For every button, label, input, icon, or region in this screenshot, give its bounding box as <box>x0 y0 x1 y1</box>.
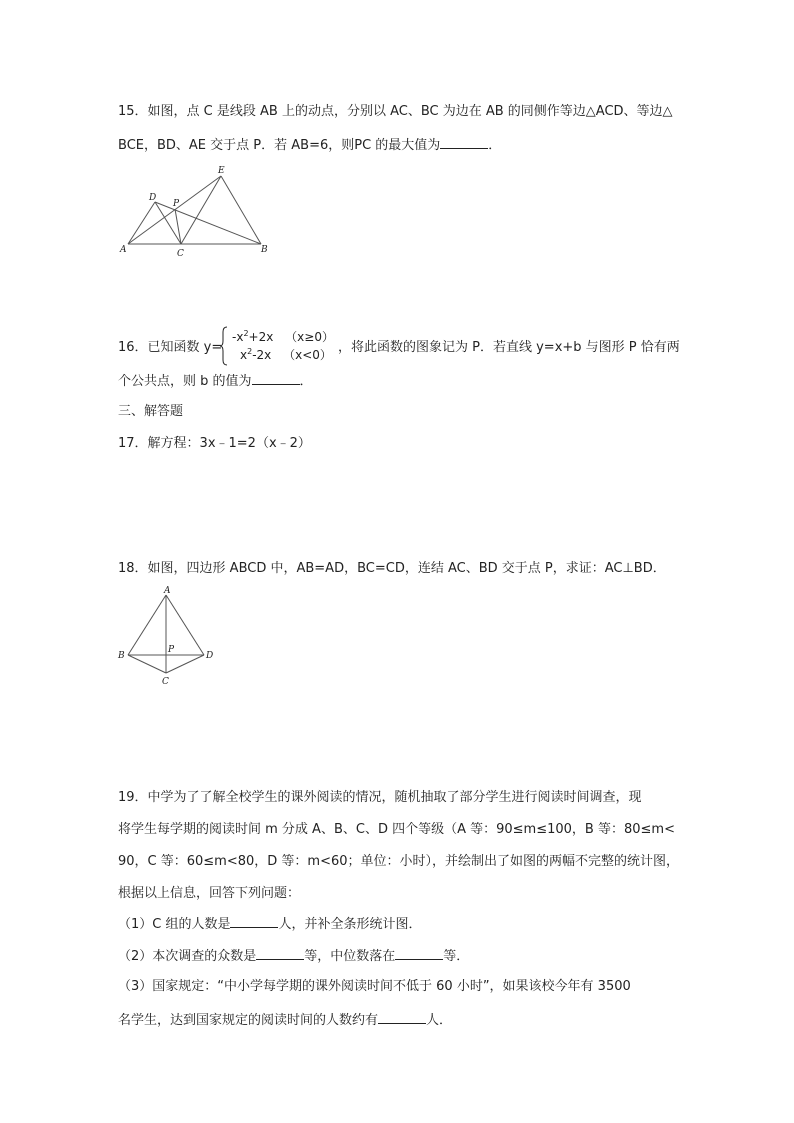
q19-sub2-b: 等，中位数落在 <box>304 949 396 964</box>
q18-label-a: A <box>164 586 171 596</box>
q16-case2-rest: -2x <box>252 348 272 362</box>
q16-case1-cond: （x≥0） <box>285 330 334 344</box>
q15-line2 <box>118 134 501 156</box>
q19-sub3-line1: （3）国家规定：“中小学每学期的课外阅读时间不低于 60 小时”，如果该校今年有 3500 <box>118 979 631 994</box>
q19-sub2-c: 等． <box>443 949 470 964</box>
q18-label-p: P <box>168 645 175 655</box>
q16-case2-exp: 2 <box>247 347 253 356</box>
q15-answer-blank <box>440 134 488 149</box>
q16-answer-blank <box>252 370 300 385</box>
q16-brace <box>219 326 229 366</box>
q18-label-d: D <box>206 651 214 661</box>
q19-sub2-blank2 <box>395 945 443 960</box>
q19-line3: 90，C 等：60≤m<80，D 等：m<60；单位：小时），并绘制出了如图的两幅不完整的统计图， <box>118 854 680 869</box>
q16-case1-exp: 2 <box>243 329 249 338</box>
q16-pre: 16．已知函数 y= <box>118 340 223 355</box>
q18-text: 18．如图，四边形 ABCD 中，AB=AD，BC=CD，连结 AC、BD 交于点 P，求证：AC⊥BD． <box>118 561 666 576</box>
q19-sub1-a: （1）C 组的人数是 <box>118 917 231 932</box>
q16-case1-rest: +2x <box>248 330 274 344</box>
q15-line2-end: ． <box>488 138 502 153</box>
q15-label-a: A <box>120 245 127 255</box>
q19-sub2-a: （2）本次调查的众数是 <box>118 949 257 964</box>
q15-label-e: E <box>218 166 225 176</box>
q16-line2-end: ． <box>299 374 313 389</box>
q19-sub2 <box>118 945 469 967</box>
q16-case1-expr: -x <box>232 330 244 344</box>
q15-label-p: P <box>173 199 180 209</box>
q16-case2 <box>240 348 332 362</box>
q19-line4: 根据以上信息，回答下列问题： <box>118 886 301 901</box>
q15-line2-text: BCE，BD、AE 交于点 P．若 AB=6，则PC 的最大值为 <box>118 138 441 153</box>
q19-line2: 将学生每学期的阅读时间 m 分成 A、B、C、D 四个等级（A 等：90≤m≤100，B 等：80≤m< <box>118 822 675 837</box>
q16-case1 <box>232 330 334 344</box>
q16-line2-text: 个公共点，则 b 的值为 <box>118 374 252 389</box>
q15-label-c: C <box>177 249 184 258</box>
q16-post: ，将此函数的图象记为 P．若直线 y=x+b 与图形 P 恰有两 <box>338 340 680 355</box>
q19-sub2-blank1 <box>256 945 304 960</box>
q19-sub3-a: 名学生，达到国家规定的阅读时间的人数约有 <box>118 1013 379 1028</box>
q19-sub1-b: 人，并补全条形统计图． <box>278 917 422 932</box>
q18-label-c: C <box>162 677 169 687</box>
q19-sub3-b: 人． <box>426 1013 453 1028</box>
q19-sub1 <box>118 913 422 935</box>
q19-line1: 19．中学为了了解全校学生的课外阅读的情况，随机抽取了部分学生进行阅读时间调查，现 <box>118 790 642 805</box>
q19-sub3-line2 <box>118 1009 452 1031</box>
q16-case2-cond: （x<0） <box>283 348 332 362</box>
q17-text: 17．解方程：3x﹣1=2（x﹣2） <box>118 436 311 451</box>
q15-line1: 15．如图，点 C 是线段 AB 上的动点，分别以 AC、BC 为边在 AB 的同侧作等边△ACD、等边△ <box>118 104 673 119</box>
q18-label-b: B <box>118 651 125 661</box>
q15-figure <box>115 162 280 258</box>
q16-case2-expr: x <box>240 348 248 362</box>
q19-sub3-blank <box>378 1009 426 1024</box>
q16-line2 <box>118 370 313 392</box>
q15-label-b: B <box>261 245 268 255</box>
q18-figure <box>115 585 225 691</box>
q19-sub1-blank <box>230 913 278 928</box>
q15-label-d: D <box>149 193 157 203</box>
section3-heading: 三、解答题 <box>118 404 184 419</box>
